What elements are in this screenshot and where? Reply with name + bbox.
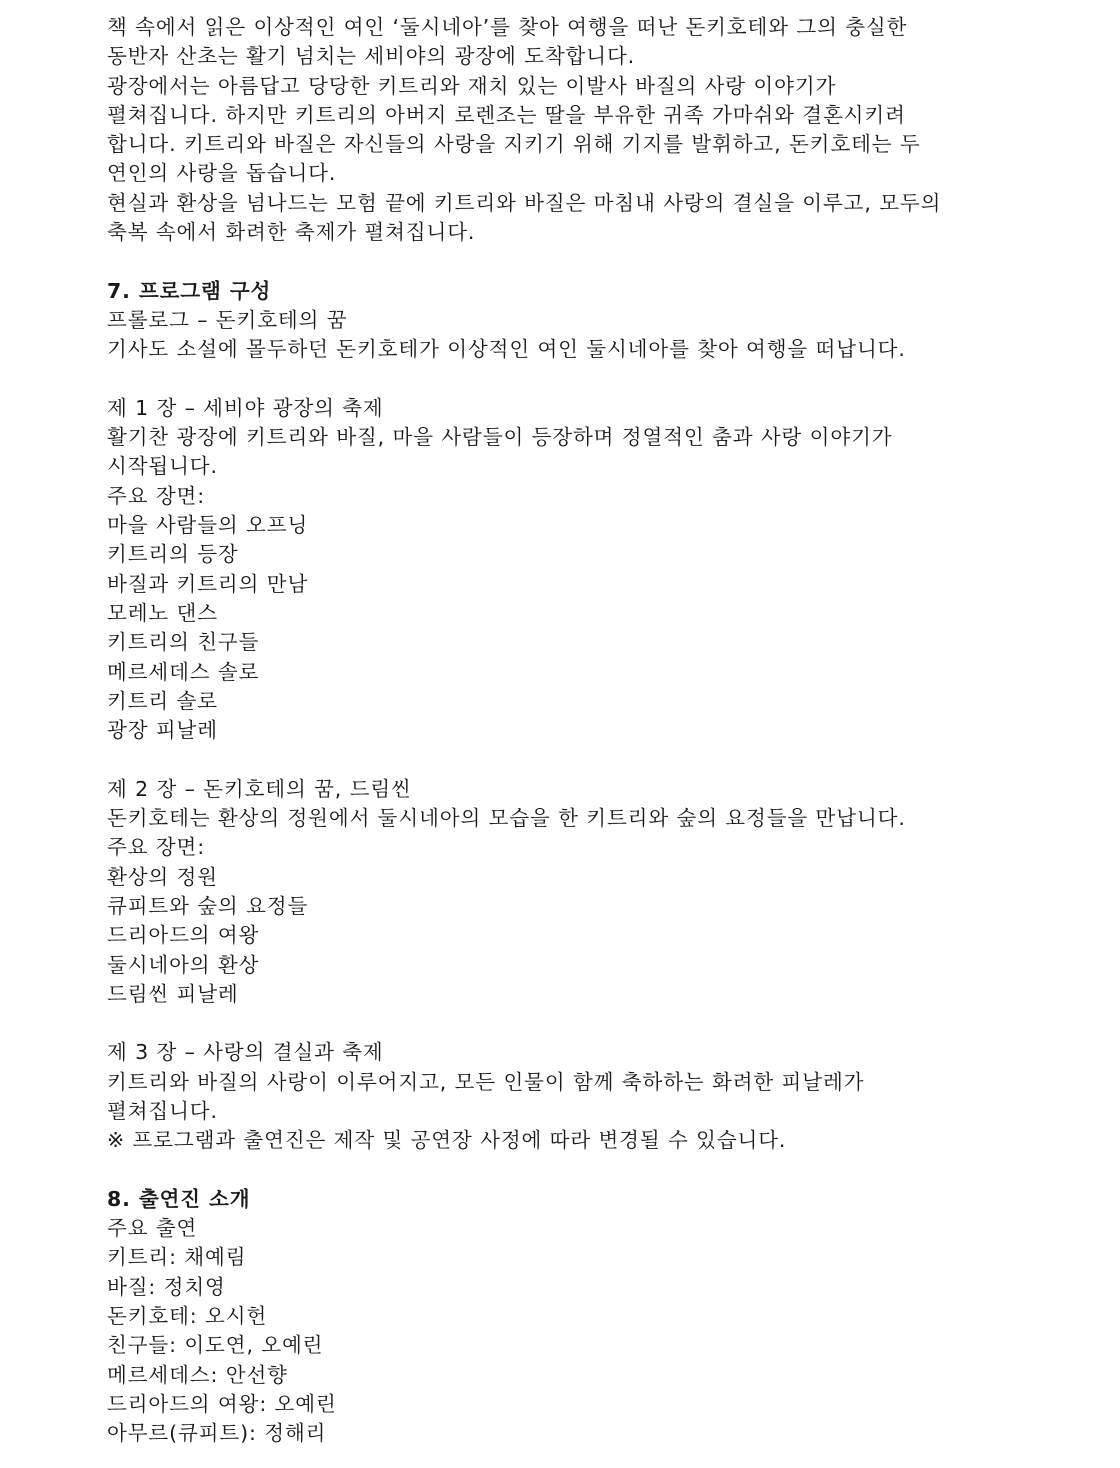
synopsis-line: 동반자 산초는 활기 넘치는 세비야의 광장에 도착합니다. [107,44,636,69]
cast-member: 메르세데스: 안선향 [107,1362,288,1387]
spacer [107,1156,1097,1185]
synopsis-line: 합니다. 키트리와 바질은 자신들의 사랑을 지키기 위해 기지를 발휘하고, 돈키호테는 두 [107,132,921,157]
scene-item: 모레노 댄스 [107,600,218,625]
spacer [107,745,1097,774]
cast-subheading: 주요 출연 [107,1216,198,1241]
cast-member: 바질: 정치영 [107,1274,226,1299]
cast-member: 친구들: 이도연, 오예린 [107,1333,324,1358]
scene-item: 드림씬 피날레 [107,981,239,1006]
prologue-description: 기사도 소설에 몰두하던 돈키호테가 이상적인 여인 둘시네아를 찾아 여행을 떠납니다. [107,337,906,362]
scene-item: 드리아드의 여왕 [107,923,260,948]
scene-item: 둘시네아의 환상 [107,952,260,977]
act1-description: 활기찬 광장에 키트리와 바질, 마을 사람들이 등장하며 정열적인 춤과 사랑 이야기가 [107,425,893,450]
cast-heading: 8. 출연진 소개 [107,1186,251,1211]
program-notice: ※ 프로그램과 출연진은 제작 및 공연장 사정에 따라 변경될 수 있습니다. [107,1128,787,1153]
spacer [107,247,1097,276]
scene-item: 큐피트와 숲의 요정들 [107,893,309,918]
synopsis-line: 축복 속에서 화려한 축제가 펼쳐집니다. [107,220,476,245]
scene-item: 마을 사람들의 오프닝 [107,513,309,538]
document-page [107,13,1097,1449]
cast-member: 드리아드의 여왕: 오예린 [107,1391,337,1416]
program-heading: 7. 프로그램 구성 [107,278,272,303]
act2-title: 제 2 장 – 돈키호테의 꿈, 드림씬 [107,776,412,801]
synopsis-line: 펼쳐집니다. 하지만 키트리의 아버지 로렌조는 딸을 부유한 귀족 가마쉬와 결혼시키려 [107,102,906,127]
prologue-title: 프롤로그 – 돈키호테의 꿈 [107,307,348,332]
act1-scenes-label: 주요 장면: [107,483,206,508]
synopsis-section [107,13,1097,247]
scene-item: 메르세데스 솔로 [107,659,260,684]
act1-description: 시작됩니다. [107,454,218,479]
act1-title: 제 1 장 – 세비야 광장의 축제 [107,395,384,420]
scene-item: 키트리의 친구들 [107,630,260,655]
program-section [107,277,1097,1156]
act3-title: 제 3 장 – 사랑의 결실과 축제 [107,1040,384,1065]
synopsis-line: 현실과 환상을 넘나드는 모험 끝에 키트리와 바질은 마침내 사랑의 결실을 이루고, 모두의 [107,190,942,215]
scene-item: 키트리의 등장 [107,542,239,567]
act2-scenes-label: 주요 장면: [107,835,206,860]
cast-member: 키트리: 채예림 [107,1245,247,1270]
act3-description: 펼쳐집니다. [107,1098,218,1123]
spacer [107,1009,1097,1038]
scene-item: 광장 피날레 [107,718,218,743]
synopsis-line: 연인의 사랑을 돕습니다. [107,161,337,186]
synopsis-line: 책 속에서 읽은 이상적인 여인 ‘둘시네아’를 찾아 여행을 떠난 돈키호테와 그의 충실한 [107,15,908,39]
act2-description: 돈키호테는 환상의 정원에서 둘시네아의 모습을 한 키트리와 숲의 요정들을 만납니다. [107,806,906,831]
cast-member: 돈키호테: 오시헌 [107,1304,268,1329]
cast-section [107,1185,1097,1449]
scene-item: 키트리 솔로 [107,688,218,713]
scene-item: 환상의 정원 [107,864,218,889]
scene-item: 바질과 키트리의 만남 [107,571,309,596]
act3-description: 키트리와 바질의 사랑이 이루어지고, 모든 인물이 함께 축하하는 화려한 피날레가 [107,1069,865,1094]
synopsis-line: 광장에서는 아름답고 당당한 키트리와 재치 있는 이발사 바질의 사랑 이야기가 [107,73,837,98]
cast-member: 아무르(큐피트): 정해리 [107,1421,327,1446]
spacer [107,365,1097,394]
